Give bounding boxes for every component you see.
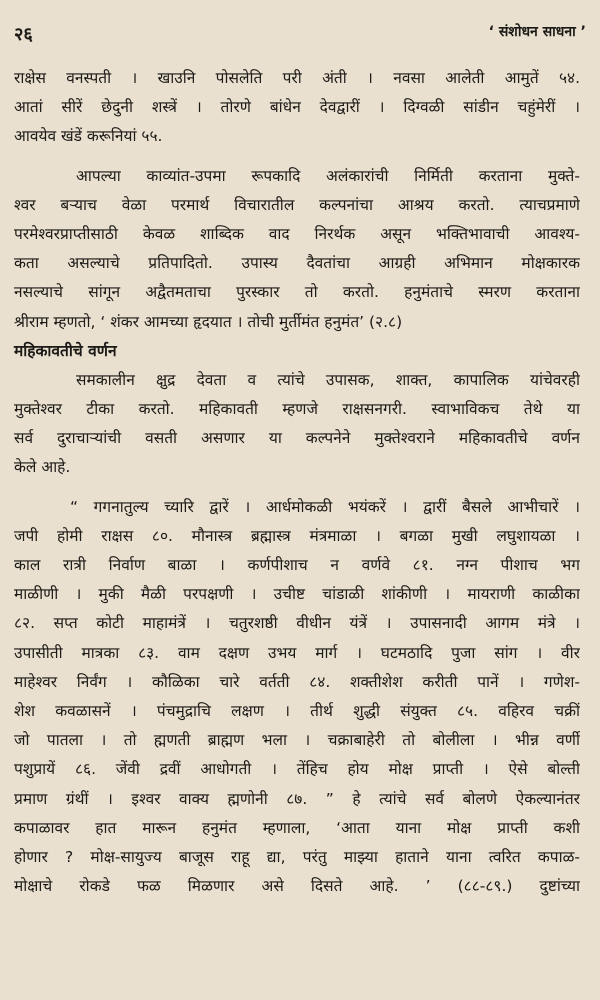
text-line: माळीणी । मुकी मैळी परपक्षणी । उचीष्ट चांडाळी शांकीणी । मायराणी काळीका — [14, 585, 580, 604]
text-line: केले आहे. — [14, 458, 71, 477]
text-line: जो पातला । तो ह्मणती ब्राह्मण भला । चक्राबाहेरी तो बोलीला । भीन्न वर्णी — [14, 731, 580, 750]
text-line: प्रमाण ग्रंथीं । इश्वर वाक्य ह्मणोनी ८७. ” हे त्यांचे सर्व बोलणे ऐकल्यानंतर — [14, 789, 580, 808]
page-number: २६ — [14, 24, 33, 45]
text-line: काल रात्री निर्वाण बाळा । कर्णपीशाच न वर्णवे ८१. नग्न पीशाच भग — [14, 556, 580, 574]
text-line: आपल्या काव्यांत-उपमा रूपकादि अलंकारांची निर्मिती करताना मुक्ते- — [76, 166, 580, 185]
text-line: मुक्तेश्वर टीका करतो. महिकावती म्हणजे राक्षसनगरी. स्वाभाविकच तेथे या — [14, 400, 580, 419]
text-line: कता असल्याचे प्रतिपादितो. उपास्य दैवतांचा आग्रही अभिमान मोक्षकारक — [14, 254, 580, 273]
quoted-verse-paragraph — [14, 493, 580, 902]
section-heading: महिकावतीचे वर्णन — [14, 341, 117, 360]
text-line: राक्षेस वनस्पती । खाउनि पोसलेति परी अंती । नवसा आलेती आमुतें ५४. — [14, 69, 580, 87]
text-line: ८२. सप्त कोटी माहामंत्रें । चतुरशष्ठी वीधीन यंत्रें । उपासनादी आगम मंत्रे । — [14, 614, 580, 633]
text-line: “ गगनातुल्य च्यारि द्वारें । आर्धमोकळी भयंकरें । द्वारीं बैसले आभीचारें । — [70, 497, 580, 516]
text-line: होणार ? मोक्ष-सायुज्य बाजूस राहू द्या, परंतु माझ्या हाताने याना त्वरित कपाळ- — [14, 847, 580, 866]
text-line: समकालीन क्षुद्र देवता व त्यांचे उपासक, शाक्त, कापालिक यांचेवरही — [76, 370, 580, 389]
text-line: नसल्याचे सांगून अद्वैतमताचा पुरस्कार तो करतो. हनुमंताचे स्मरण करताना — [14, 283, 580, 302]
running-title: ‘ संशोधन साधना ’ — [488, 24, 586, 40]
text-line: आवयेव खंडें करूनियां ५५. — [14, 127, 163, 146]
text-line: कपाळावर हात मारून हनुमंत म्हणाला, ‘आता याना मोक्ष प्राप्ती कशी — [14, 818, 580, 837]
text-line: पशुप्रायें ८६. जेंवी द्रवीं आधोगती । तेंहिच होय मोक्ष प्राप्ती । ऐसे बोल्ती — [14, 760, 580, 779]
text-line: मोक्षाचे रोकडे फळ मिळणार असे दिसते आहे. ’ (८८-८९.) दुष्टांच्या — [14, 877, 580, 896]
text-line: जपी होमी राक्षस ८०. मौनास्त्र ब्रह्मास्त्र मंत्रमाळा । बगळा मुखी लघुशायळा । — [14, 526, 580, 545]
text-line: शेश कवळासनें । पंचमुद्राचि लक्षण । तीर्थ शुद्धी संयुक्त ८५. वहिरव चक्रीं — [14, 701, 580, 720]
text-line: आतां सीरें छेदुनी शस्त्रें । तोरणे बांधेन देवद्वारीं । दिग्वळी सांडीन चहुंमेरीं । — [14, 98, 580, 117]
page-body — [14, 64, 580, 901]
page-header — [14, 22, 586, 50]
text-line: माहेश्वर निर्वंग । कौळिका चारे वर्तती ८४. शक्तीशेश करीती पानें । गणेश- — [14, 672, 580, 691]
text-line: उपासीती मात्रका ८३. वाम दक्षण उभय मार्ग । घटमठादि पुजा सांग । वीर — [14, 643, 580, 662]
text-line: परमेश्वरप्राप्तीसाठी केवळ शाब्दिक वाद निरर्थक असून भक्तिभावाची आवश्य- — [14, 224, 580, 243]
text-line: श्रीराम म्हणतो, ‘ शंकर आमच्या हृदयात । तोची मुर्तीमंत हनुमंत’ (२.८) — [14, 312, 403, 331]
paragraph-alankara — [14, 162, 580, 337]
text-line: सर्व दुराचाऱ्यांची वसती असणार या कल्पनेने मुक्तेश्वराने महिकावतीचे वर्णन — [14, 429, 580, 448]
paragraph-mahikavati — [14, 366, 580, 483]
text-line: श्वर बऱ्याच वेळा परमार्थ विचारातील कल्पनांचा आश्रय करतो. त्याचप्रमाणे — [14, 195, 580, 214]
verse-continuation — [14, 64, 580, 152]
